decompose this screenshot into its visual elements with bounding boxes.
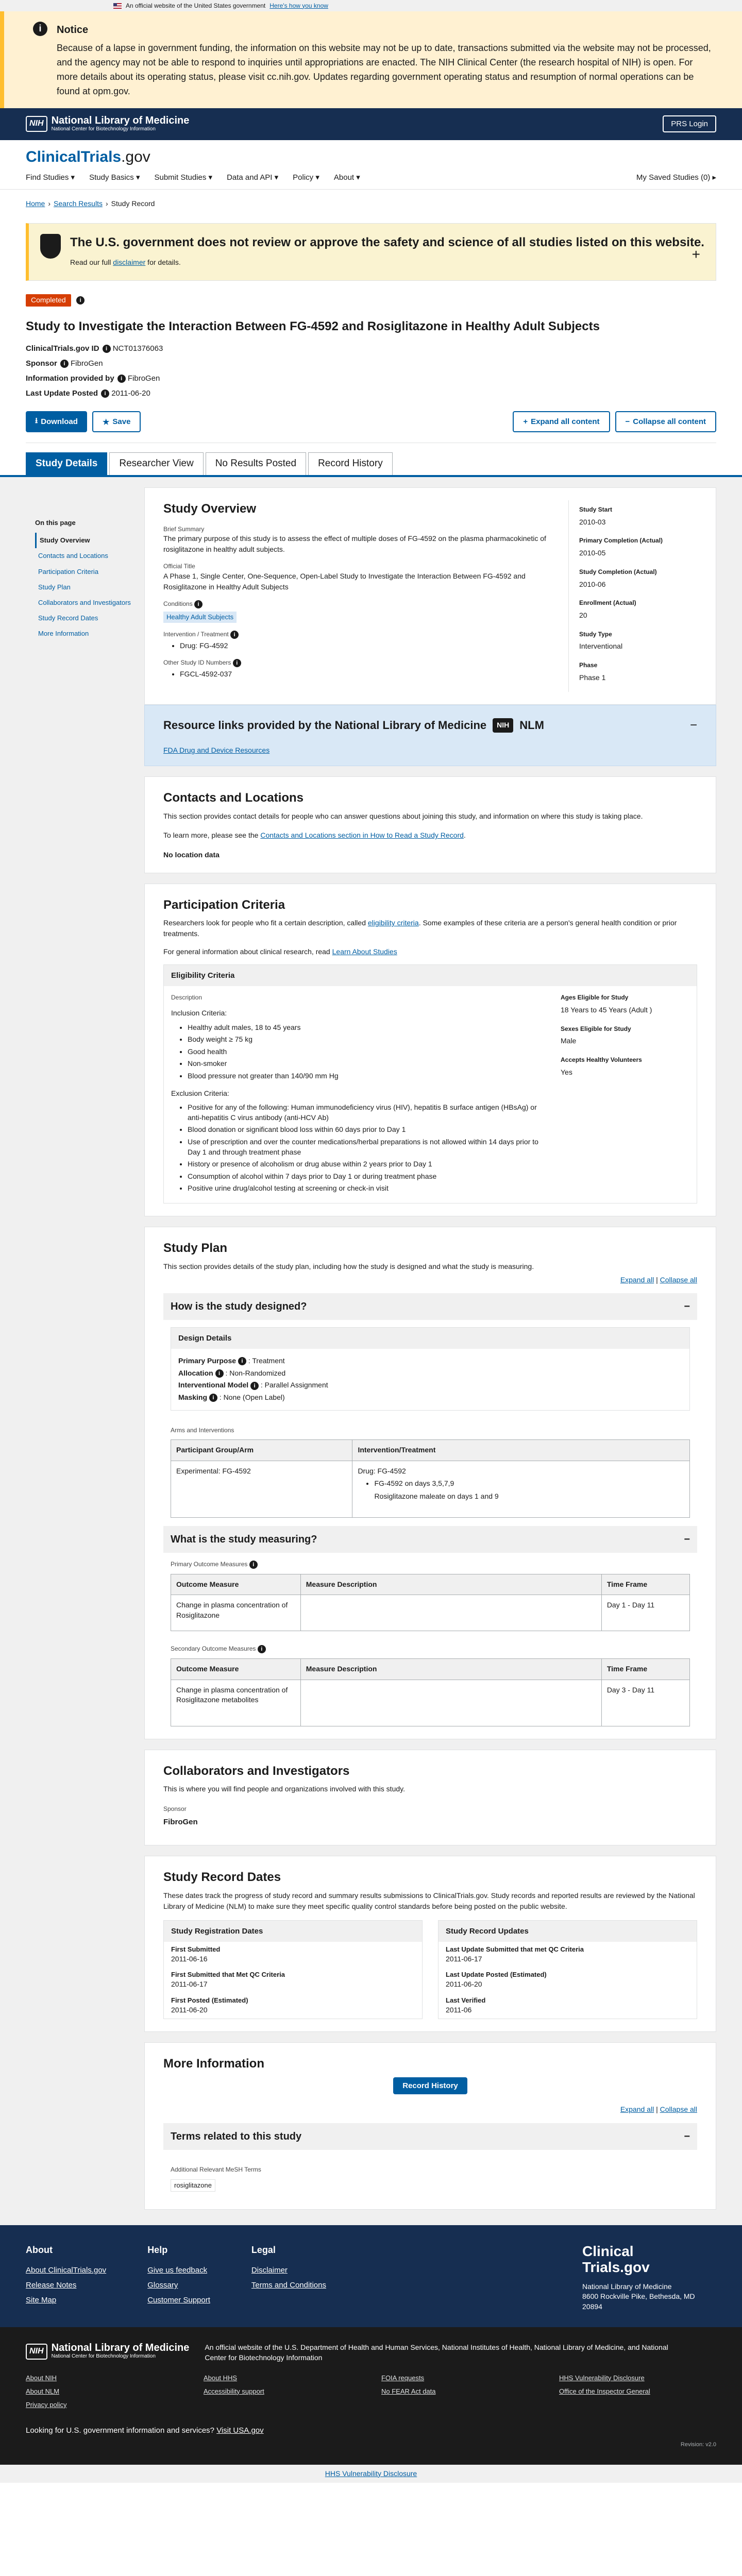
study-overview-card [144, 487, 716, 705]
collab-title: Collaborators and Investigators [163, 1764, 350, 1778]
nih-chip: NIH [493, 718, 513, 733]
breadcrumb-search[interactable]: Search Results [54, 199, 103, 208]
exclusion-list [171, 1103, 550, 1194]
nav-submit-studies[interactable]: Submit Studies ▾ [154, 173, 213, 182]
footer-link[interactable]: FOIA requests [381, 2374, 425, 2382]
condition-tag[interactable]: Healthy Adult Subjects [163, 612, 237, 623]
on-this-page-nav [0, 487, 144, 2210]
fact-value: 2010-03 [579, 517, 606, 526]
footer-link[interactable]: Release Notes [26, 2281, 77, 2290]
footer-link[interactable]: Glossary [147, 2281, 178, 2290]
contacts-learn: To learn more, please see the Contacts and Locations section in How to Read a Study Record. [163, 831, 466, 840]
fact-label: Accepts Healthy Volunteers [561, 1056, 642, 1064]
brief-summary-label: Brief Summary [163, 525, 205, 533]
plan-title: Study Plan [163, 1241, 228, 1255]
table-row [171, 1461, 690, 1517]
collapse-all-link[interactable]: Collapse all [660, 1275, 697, 1284]
footer-help-title: Help [147, 2245, 168, 2256]
nih-badge: NIH [26, 116, 47, 131]
contacts-desc: This section provides contact details for people who can answer questions about joining this study, and information on where this study is taking place. [163, 812, 643, 821]
list-item: • Blood donation or significant blood loss within 60 days prior to Day 1 [188, 1125, 550, 1135]
footer-identifier [0, 2327, 742, 2464]
disclaimer-text: Read our full disclaimer for details. [70, 258, 181, 266]
record-history-button[interactable]: Record History [393, 2077, 467, 2094]
footer-link[interactable]: Accessibility support [204, 2387, 264, 2395]
list-item: • FG-4592 on days 3,5,7,9 [374, 1479, 684, 1489]
design-details-box [171, 1327, 690, 1410]
nav-data-api[interactable]: Data and API ▾ [227, 173, 279, 182]
table-header: Participant Group/Arm [171, 1440, 352, 1461]
nav-saved-studies[interactable]: My Saved Studies (0) ▸ [636, 173, 716, 182]
info-icon[interactable]: i [238, 1357, 246, 1365]
expand-all-link[interactable]: Expand all [620, 2105, 654, 2114]
info-icon[interactable]: i [194, 600, 203, 608]
resource-links-panel [144, 705, 716, 766]
table-header: Measure Description [300, 1574, 601, 1595]
shutdown-notice [0, 11, 742, 108]
disclosure-link[interactable]: HHS Vulnerability Disclosure [325, 2469, 417, 2478]
intervention-list [163, 641, 553, 651]
footer-address: National Library of Medicine 8600 Rockville Pike, Bethesda, MD 20894 [582, 2282, 695, 2311]
usa-gov-row: Looking for U.S. government information and services? Visit USA.gov [26, 2426, 264, 2435]
arm-intervention: Drug: FG-4592 • FG-4592 on days 3,5,7,9 Rosiglitazone maleate on days 1 and 9 [352, 1461, 690, 1517]
info-icon[interactable]: i [250, 1382, 259, 1390]
action-row [26, 411, 716, 443]
description-label: Description [171, 994, 203, 1002]
expand-all-link[interactable]: Expand all [620, 1275, 654, 1284]
updates-title: Study Record Updates [439, 1921, 697, 1942]
fact-label: Study Start [579, 505, 613, 513]
study-tabs [0, 445, 742, 477]
fda-resources-link[interactable]: FDA Drug and Device Resources [163, 745, 270, 754]
fact-label: Enrollment (Actual) [579, 599, 636, 607]
eligibility-link[interactable]: eligibility criteria [367, 919, 419, 927]
table-row: Change in plasma concentration of Rosiglitazone metabolites Day 3 - Day 11 [171, 1680, 690, 1726]
save-button[interactable]: ★ Save [92, 411, 141, 432]
more-info-title: More Information [163, 2056, 264, 2071]
overview-group [144, 487, 716, 767]
fact-label: Primary Completion (Actual) [579, 537, 663, 545]
date-pair: First Posted (Estimated) 2011-06-20 [171, 1996, 248, 2014]
logo-suffix: .gov [121, 148, 150, 165]
no-location: No location data [163, 851, 220, 859]
collab-sponsor-label: Sponsor [163, 1805, 187, 1813]
list-item: • Body weight ≥ 75 kg [188, 1035, 550, 1045]
nlm-text: NLM [519, 718, 544, 732]
prs-login-button[interactable]: PRS Login [663, 115, 716, 132]
date-pair: Last Update Submitted that met QC Criteria 2011-06-17 [446, 1945, 584, 1963]
save-icon: ★ [102, 417, 110, 427]
list-item: • Use of prescription and over the counter medications/herbal preparations is not allowed within 14 days prior to Day 1 and through treatment phase [188, 1137, 550, 1157]
nlm-name: National Library of Medicine [51, 114, 190, 126]
study-header [0, 281, 742, 443]
nlm-logo[interactable] [26, 115, 189, 133]
footer-link[interactable]: About NLM [26, 2387, 60, 2395]
measure-accordion[interactable]: What is the study measuring? − [163, 1526, 697, 1553]
footer-legal-title: Legal [251, 2245, 276, 2256]
nih-badge: NIH [26, 2344, 47, 2359]
info-icon[interactable]: i [101, 389, 109, 398]
design-row: Primary Purpose i : Treatment [178, 1357, 285, 1365]
collaborators-card [144, 1750, 716, 1845]
tab-study-details[interactable]: Study Details [26, 452, 107, 475]
collapse-icon: − [684, 1533, 690, 1545]
footer-ident-text: An official website of the U.S. Department of Health and Human Services, National Institutes of Health, National Library of Medicine, and National Center for Biotechnology Information [205, 2343, 668, 2362]
secondary-outcome-table [171, 1658, 690, 1726]
record-dates-card [144, 1856, 716, 2032]
date-pair: Last Verified 2011-06 [446, 1996, 486, 2014]
table-header: Measure Description [300, 1658, 601, 1680]
list-item: • Blood pressure not greater than 140/90 mm Hg [188, 1071, 550, 1081]
fact-label: Study Type [579, 630, 612, 638]
more-info-card [144, 2042, 716, 2210]
criteria-general: For general information about clinical research, read Learn About Studies [163, 947, 397, 956]
breadcrumb-current: Study Record [111, 199, 155, 208]
eligibility-facts [561, 993, 689, 1196]
tab-record-history[interactable]: Record History [308, 452, 393, 475]
footer-nlm-name: National Library of Medicine [51, 2342, 190, 2354]
sidebar-item-overview[interactable]: Study Overview [35, 533, 144, 548]
table-header: Outcome Measure [171, 1574, 301, 1595]
more-info-expand-controls: Expand all | Collapse all [620, 2105, 697, 2114]
fact-label: Study Completion (Actual) [579, 568, 657, 575]
footer-nlm-logo[interactable] [26, 2343, 189, 2360]
sidebar-item-contacts[interactable]: Contacts and Locations [38, 552, 108, 560]
info-icon[interactable]: i [258, 1645, 266, 1653]
footer-link[interactable]: Give us feedback [147, 2266, 208, 2275]
footer-nlm-sub: National Center for Biotechnology Information [51, 2353, 156, 2360]
date-pair: First Submitted 2011-06-16 [171, 1945, 221, 1963]
tab-no-results[interactable]: No Results Posted [206, 452, 306, 475]
nav-study-basics[interactable]: Study Basics ▾ [89, 173, 140, 182]
sections [144, 487, 716, 2210]
footer-link[interactable]: Terms and Conditions [251, 2281, 326, 2290]
collapse-icon[interactable]: − [689, 718, 697, 733]
fact-value: 2010-06 [579, 580, 606, 588]
collab-sponsor: FibroGen [163, 1817, 198, 1826]
collapse-icon: − [684, 2131, 690, 2143]
fact-value: Phase 1 [579, 673, 606, 682]
list-item: • Good health [188, 1047, 550, 1057]
site-footer [0, 2225, 742, 2327]
list-item: • Consumption of alcohol within 7 days prior to Day 1 or during treatment phase [188, 1172, 550, 1182]
footer-link[interactable]: About NIH [26, 2374, 57, 2382]
criteria-desc: Researchers look for people who fit a certain description, called eligibility criteria. Some examples of these criteria are a person's general health condition or prior treatments. [163, 919, 677, 938]
footer-link[interactable]: Privacy policy [26, 2400, 67, 2409]
terms-accordion[interactable]: Terms related to this study − [163, 2123, 697, 2150]
disclaimer-link[interactable]: disclaimer [113, 258, 146, 266]
resource-title: Resource links provided by the National Library of Medicine NIH NLM [163, 718, 544, 734]
intervention-label: Intervention / Treatment i [163, 630, 553, 639]
conditions-label: Conditions i [163, 600, 553, 608]
list-item: • Non-smoker [188, 1059, 550, 1069]
breadcrumb-home[interactable]: Home [26, 199, 45, 208]
download-button[interactable]: ⭳ Download [26, 411, 87, 432]
logo-main: ClinicalTrials [26, 148, 122, 165]
fact-label: Phase [579, 661, 598, 669]
info-icon: i [33, 22, 47, 36]
meta-nct-id: ClinicalTrials.gov ID i NCT01376063 [26, 344, 163, 353]
criteria-title: Participation Criteria [163, 897, 285, 912]
info-icon[interactable]: i [117, 375, 126, 383]
footer-logo[interactable]: Clinical Trials.gov [582, 2243, 650, 2275]
table-header: Outcome Measure [171, 1658, 301, 1680]
other-ids-label: Other Study ID Numbers i [163, 658, 553, 667]
date-pair: First Submitted that Met QC Criteria 2011-06-17 [171, 1971, 285, 1989]
us-flag-icon [113, 3, 122, 9]
record-dates-desc: These dates track the progress of study record and summary results submissions to ClinicalTrials.gov. Study records and reported results are reviewed by the National Library of Medicine (NLM) to make sure they meet specific quality control standards before being posted on the public website. [163, 1891, 695, 1910]
fact-value: Male [561, 1037, 577, 1045]
arms-table [171, 1439, 690, 1517]
design-row: Interventional Model i : Parallel Assignment [178, 1381, 328, 1389]
main-nav [26, 172, 716, 183]
info-icon[interactable]: i [76, 296, 85, 304]
download-icon: ⭳ [35, 416, 38, 426]
nav-about[interactable]: About ▾ [333, 173, 360, 182]
table-header: Intervention/Treatment [352, 1440, 690, 1461]
sidebar-item-record-dates[interactable]: Study Record Dates [38, 614, 98, 622]
study-title: Study to Investigate the Interaction Between FG-4592 and Rosiglitazone in Healthy Adult Subjects [26, 319, 600, 333]
footer-link[interactable]: HHS Vulnerability Disclosure [559, 2374, 645, 2382]
info-icon[interactable]: i [60, 360, 69, 368]
design-details-title: Design Details [171, 1328, 689, 1349]
eligibility-box [163, 964, 697, 1204]
footer-link[interactable]: Disclaimer [251, 2266, 288, 2275]
list-item: • FGCL-4592-037 [180, 669, 553, 680]
registration-dates [163, 1920, 423, 2019]
gov-banner [0, 0, 742, 11]
fact-value: 20 [579, 611, 587, 619]
footer-links-grid [26, 2374, 716, 2410]
notice-title: Notice [57, 24, 89, 36]
expand-plus-icon[interactable]: + [692, 246, 700, 263]
nav-find-studies[interactable]: Find Studies ▾ [26, 173, 75, 182]
official-title-label: Official Title [163, 563, 195, 570]
usa-gov-link[interactable]: Visit USA.gov [216, 2426, 264, 2435]
sidebar-item-criteria[interactable]: Participation Criteria [38, 567, 99, 575]
learn-about-link[interactable]: Learn About Studies [332, 947, 397, 956]
list-item: • Positive for any of the following: Human immunodeficiency virus (HIV), hepatitis B surface antigen (HBsAg) or anti-hepatitis C virus antibody (anti-HCV Ab) [188, 1103, 550, 1123]
arm-group: Experimental: FG-4592 [171, 1461, 352, 1517]
how-to-read-link[interactable]: Contacts and Locations section in How to Read a Study Record [260, 831, 464, 840]
plan-desc: This section provides details of the study plan, including how the study is designed and what the study is measuring. [163, 1262, 534, 1270]
fact-value: Yes [561, 1067, 572, 1076]
site-header [0, 140, 742, 190]
info-icon[interactable]: i [230, 631, 239, 639]
design-row: Masking i : None (Open Label) [178, 1393, 285, 1401]
plus-icon: + [523, 417, 528, 427]
collapse-all-link[interactable]: Collapse all [660, 2105, 697, 2114]
disclosure-bar [0, 2465, 742, 2483]
update-dates [438, 1920, 697, 2019]
list-item: • Positive urine drug/alcohol testing at screening or check-in visit [188, 1183, 550, 1194]
notice-body: Because of a lapse in government funding, the information on this website may not be up to date, transactions submitted via the website may not be processed, and the agency may not be able to respond to inquiries until appropriations are enacted. The NIH Clinical Center (the research hospital of NIH) is open. For more details about its operating status, please visit cc.nih.gov. Updates regarding government operating status and resumption of normal operations can be found at opm.gov. [57, 43, 711, 96]
sidebar-item-plan[interactable]: Study Plan [38, 583, 71, 591]
sidebar-item-more-info[interactable]: More Information [38, 630, 89, 638]
other-ids-list [163, 669, 553, 680]
eligibility-box-title: Eligibility Criteria [164, 965, 697, 986]
contacts-title: Contacts and Locations [163, 791, 304, 805]
meta-sponsor: Sponsor i FibroGen [26, 359, 103, 368]
plan-expand-controls: Expand all | Collapse all [620, 1275, 697, 1284]
footer-link[interactable]: About HHS [204, 2374, 238, 2382]
inclusion-list [171, 1023, 550, 1081]
list-item: • History or presence of alcoholism or drug abuse within 2 years prior to Day 1 [188, 1159, 550, 1170]
design-accordion[interactable]: How is the study designed? − [163, 1293, 697, 1320]
sidebar-heading: On this page [35, 518, 76, 527]
list-item: • Healthy adult males, 18 to 45 years [188, 1023, 550, 1033]
record-dates-title: Study Record Dates [163, 1870, 281, 1884]
mesh-label: Additional Relevant MeSH Terms [171, 2166, 261, 2174]
footer-link[interactable]: No FEAR Act data [381, 2387, 436, 2395]
official-title: A Phase 1, Single Center, One-Sequence, Open-Label Study to Investigate the Interaction Between FG-4592 and Rosiglitazone in Healthy Adult Subjects [163, 572, 526, 591]
gov-banner-text: An official website of the United States government [126, 2, 266, 9]
disclaimer-banner[interactable] [26, 223, 716, 281]
breadcrumb-sep-icon: › [105, 199, 108, 208]
nlm-header [0, 108, 742, 140]
list-item: • Drug: FG-4592 [180, 641, 553, 651]
primary-outcome-label: Primary Outcome Measures i [171, 1560, 690, 1569]
collab-desc: This is where you will find people and organizations involved with this study. [163, 1785, 405, 1793]
registration-title: Study Registration Dates [164, 1921, 422, 1942]
site-logo[interactable] [26, 146, 716, 168]
breadcrumb-sep-icon: › [48, 199, 51, 208]
main-content [0, 477, 742, 2225]
overview-title: Study Overview [163, 501, 257, 516]
fact-label: Ages Eligible for Study [561, 994, 629, 1002]
collapse-all-button[interactable]: − Collapse all content [615, 411, 716, 432]
table-header: Time Frame [601, 1658, 689, 1680]
heres-how-link[interactable]: Here's how you know [269, 2, 328, 9]
meta-last-update: Last Update Posted i 2011-06-20 [26, 389, 150, 398]
study-plan-card [144, 1227, 716, 1739]
table-header: Time Frame [601, 1574, 689, 1595]
nav-policy[interactable]: Policy ▾ [293, 173, 319, 182]
fact-value: Interventional [579, 642, 623, 651]
exclusion-label: Exclusion Criteria: [171, 1089, 229, 1097]
fact-value: 2010-05 [579, 549, 606, 557]
breadcrumb [0, 190, 742, 214]
contacts-card [144, 776, 716, 873]
fact-label: Sexes Eligible for Study [561, 1025, 631, 1032]
collapse-icon: − [684, 1301, 690, 1313]
secondary-outcome-label: Secondary Outcome Measures i [171, 1645, 690, 1653]
meta-info-provided: Information provided by i FibroGen [26, 374, 160, 383]
criteria-card [144, 884, 716, 1216]
arms-label: Arms and Interventions [171, 1426, 234, 1434]
footer-link[interactable]: Site Map [26, 2296, 57, 2305]
shield-icon [40, 234, 61, 259]
date-pair: Last Update Posted (Estimated) 2011-06-20 [446, 1971, 547, 1989]
footer-link[interactable]: Office of the Inspector General [559, 2387, 650, 2395]
fact-value: 18 Years to 45 Years (Adult ) [561, 1006, 652, 1014]
sidebar-item-collaborators[interactable]: Collaborators and Investigators [38, 598, 131, 606]
footer-link[interactable]: About ClinicalTrials.gov [26, 2266, 107, 2275]
mesh-term[interactable]: rosiglitazone [171, 2179, 215, 2192]
disclaimer-title: The U.S. government does not review or approve the safety and science of all studies listed on this website. [70, 235, 704, 250]
info-icon[interactable]: i [215, 1369, 224, 1378]
revision: Revision: v2.0 [680, 2442, 716, 2448]
brief-summary: The primary purpose of this study is to assess the effect of multiple doses of FG-4592 on the plasma pharmacokinetic of rosiglitazone in healthy adult subjects. [163, 534, 546, 554]
footer-link[interactable]: Customer Support [147, 2296, 210, 2305]
overview-facts [568, 500, 697, 692]
primary-outcome-table [171, 1574, 690, 1632]
info-icon[interactable]: i [233, 659, 241, 667]
tab-researcher-view[interactable]: Researcher View [109, 452, 203, 475]
minus-icon: − [625, 417, 630, 427]
info-icon[interactable]: i [249, 1561, 258, 1569]
footer-about-title: About [26, 2245, 53, 2256]
expand-all-button[interactable]: + Expand all content [513, 411, 610, 432]
inclusion-label: Inclusion Criteria: [171, 1009, 227, 1018]
info-icon[interactable]: i [103, 345, 111, 353]
design-row: Allocation i : Non-Randomized [178, 1368, 286, 1377]
nlm-subtitle: National Center for Biotechnology Information [51, 126, 156, 132]
info-icon[interactable]: i [209, 1394, 217, 1402]
status-badge: Completed [26, 294, 71, 307]
table-row: Change in plasma concentration of Rosiglitazone Day 1 - Day 11 [171, 1595, 690, 1631]
